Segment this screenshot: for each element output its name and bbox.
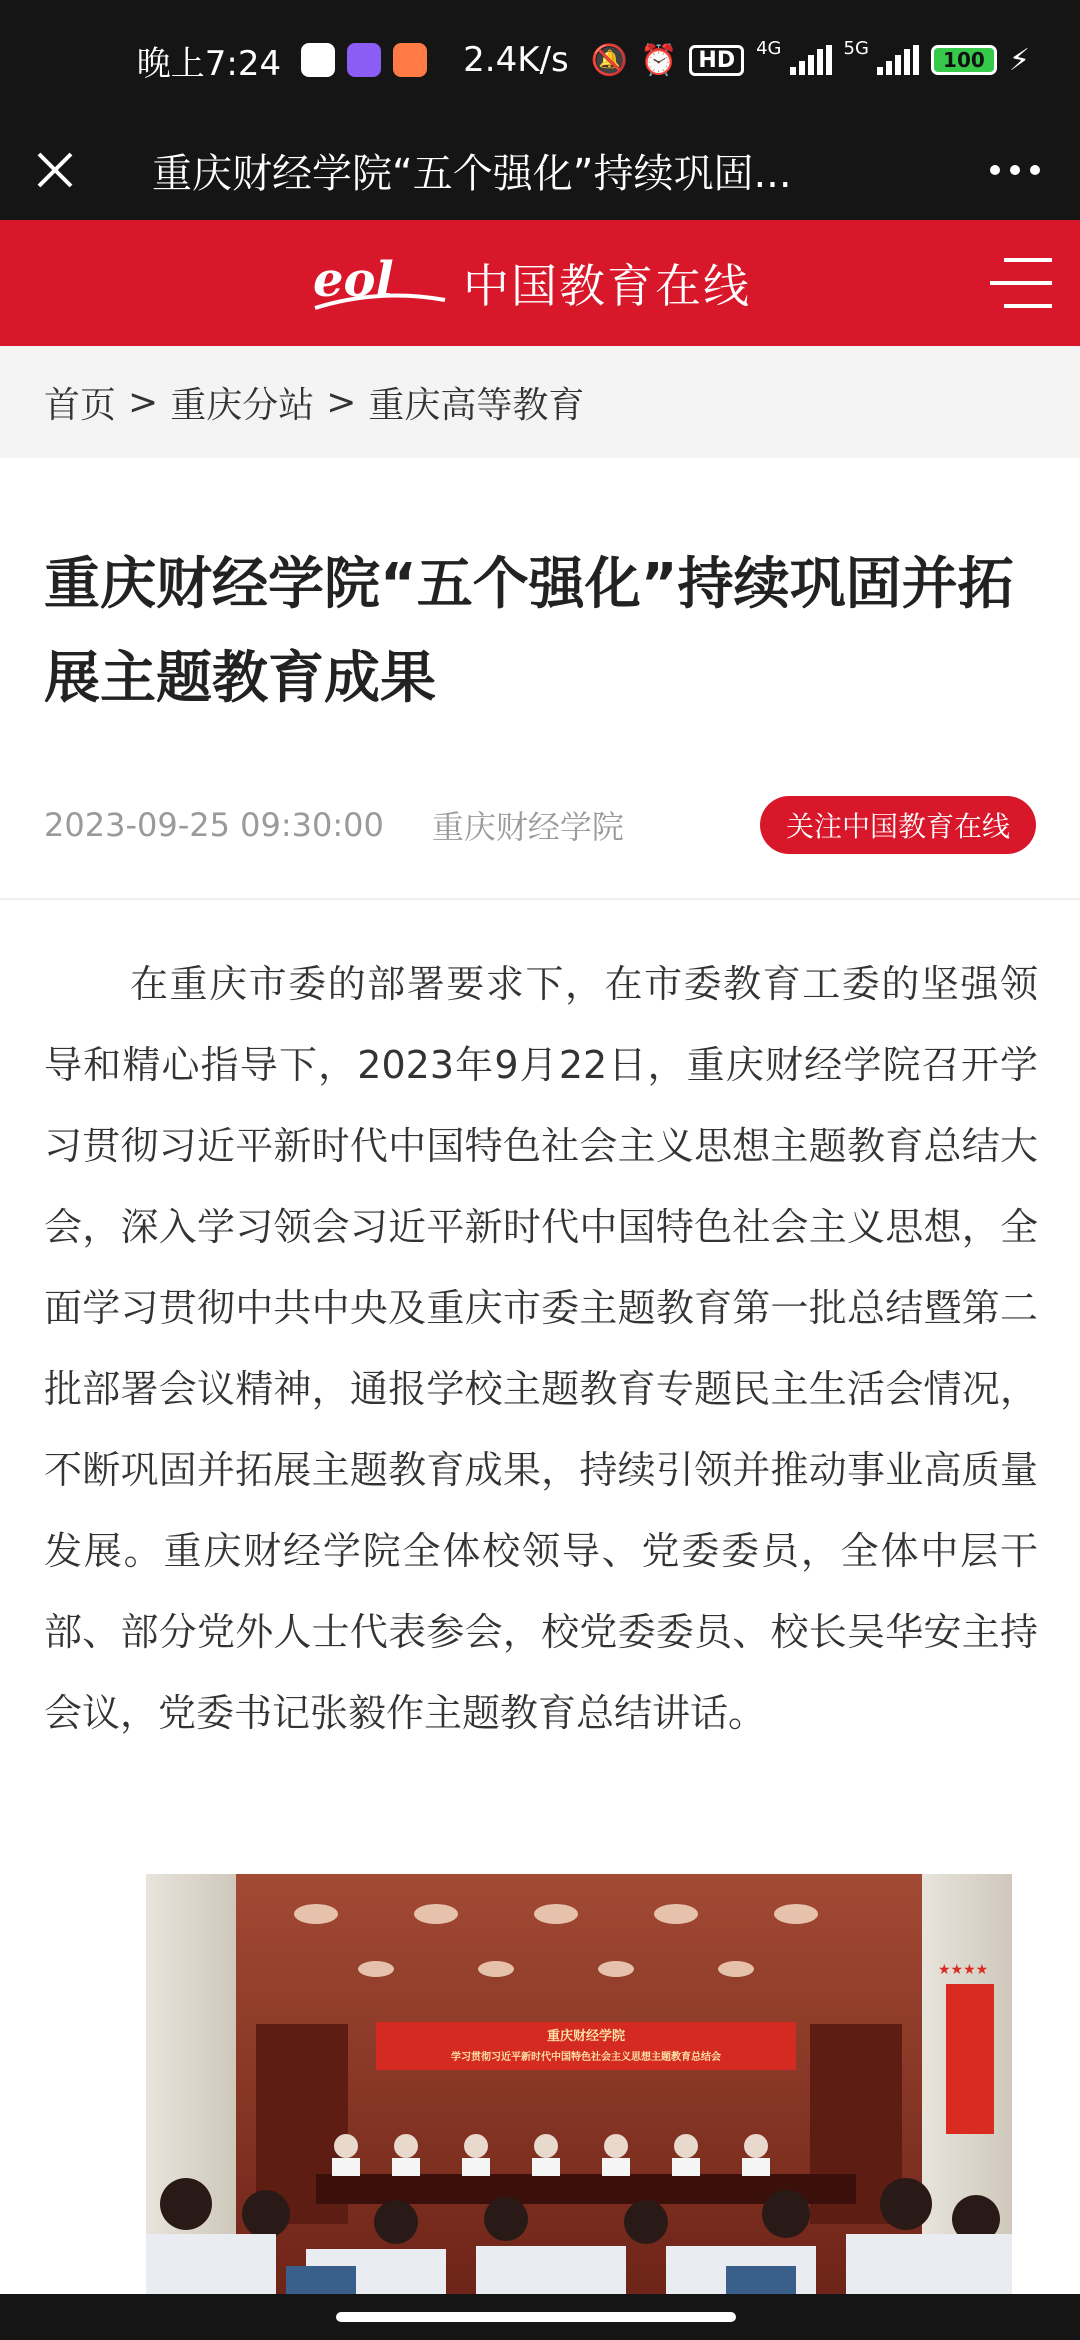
- network-type-1: 4G: [756, 37, 782, 59]
- site-header: [0, 220, 1080, 346]
- menu-line-icon: [990, 281, 1052, 285]
- site-logo[interactable]: [309, 248, 751, 318]
- qq-app-icon: [301, 43, 335, 77]
- breadcrumb: [0, 346, 1080, 458]
- signal-icon-2: [877, 45, 919, 75]
- meeting-photo-image: [146, 1874, 1012, 2294]
- status-time: 晚上7:24: [136, 43, 282, 84]
- menu-line-icon: [1004, 304, 1052, 308]
- svg-text:★★★★: ★★★★: [938, 1962, 989, 1978]
- close-button[interactable]: [0, 120, 110, 220]
- mute-icon: 🔕: [590, 42, 629, 78]
- system-nav-bar: [0, 2294, 1080, 2340]
- close-icon: [35, 150, 75, 190]
- breadcrumb-higher-education[interactable]: 重庆高等教育: [368, 384, 585, 426]
- video-app-icon: [347, 43, 381, 77]
- more-icon: [989, 164, 1041, 176]
- page-title: 重庆财经学院“五个强化”持续巩固...: [152, 150, 792, 197]
- article-source: 重庆财经学院: [431, 808, 624, 846]
- breadcrumb-home[interactable]: 首页: [44, 384, 117, 426]
- divider: [0, 898, 1080, 900]
- article-date: 2023-09-25 09:30:00: [44, 806, 384, 844]
- network-type-2: 5G: [843, 37, 869, 59]
- more-options-button[interactable]: [950, 120, 1080, 220]
- breadcrumb-separator: >: [128, 381, 159, 423]
- svg-text:学习贯彻习近平新时代中国特色社会主义思想主题教育总结会: 学习贯彻习近平新时代中国特色社会主义思想主题教育总结会: [451, 2052, 721, 2063]
- status-bar: [0, 0, 1080, 120]
- article-body: 在重庆市委的部署要求下，在市委教育工委的坚强领导和精心指导下，2023年9月22日，重庆财经学院召开学习贯彻习近平新时代中国特色社会主义思想主题教育总结大会，深入学习领会习近平新时代中国特色社会主义思想，全面学习贯彻中共中央及重庆市委主题教育第一批总结暨第二批部署会议精神，通报学校主题教育专题民主生活会情况，不断巩固并拓展主题教育成果，持续引领并推动事业高质量发展。重庆财经学院全体校领导、党委委员，全体中层干部、部分党外人士代表参会，校党委委员、校长吴华安主持会议，党委书记张毅作主题教育总结讲话。: [44, 962, 1038, 1735]
- alarm-icon: ⏰: [640, 42, 678, 78]
- charging-icon: ⚡: [1008, 42, 1030, 78]
- signal-icon: [790, 45, 832, 75]
- article-photo[interactable]: [146, 1874, 1012, 2294]
- svg-text:eol: eol: [313, 252, 394, 308]
- menu-button[interactable]: [990, 258, 1052, 308]
- follow-button[interactable]: 关注中国教育在线: [760, 796, 1036, 854]
- browser-title-bar: [0, 120, 1080, 220]
- eol-logo-icon: [309, 248, 449, 318]
- article-title: 重庆财经学院“五个强化”持续巩固并拓展主题教育成果: [44, 552, 1014, 711]
- breadcrumb-chongqing[interactable]: 重庆分站: [170, 384, 315, 426]
- home-indicator[interactable]: [336, 2312, 736, 2322]
- site-name: 中国教育在线: [463, 259, 751, 313]
- menu-line-icon: [1004, 258, 1052, 262]
- network-speed: 2.4K/s: [463, 40, 569, 80]
- svg-text:重庆财经学院: 重庆财经学院: [546, 2029, 626, 2044]
- hd-icon: HD: [689, 45, 744, 76]
- battery-icon: 100: [931, 45, 997, 75]
- article-meta: [44, 792, 1036, 858]
- shop-app-icon: [393, 43, 427, 77]
- breadcrumb-separator: >: [326, 381, 357, 423]
